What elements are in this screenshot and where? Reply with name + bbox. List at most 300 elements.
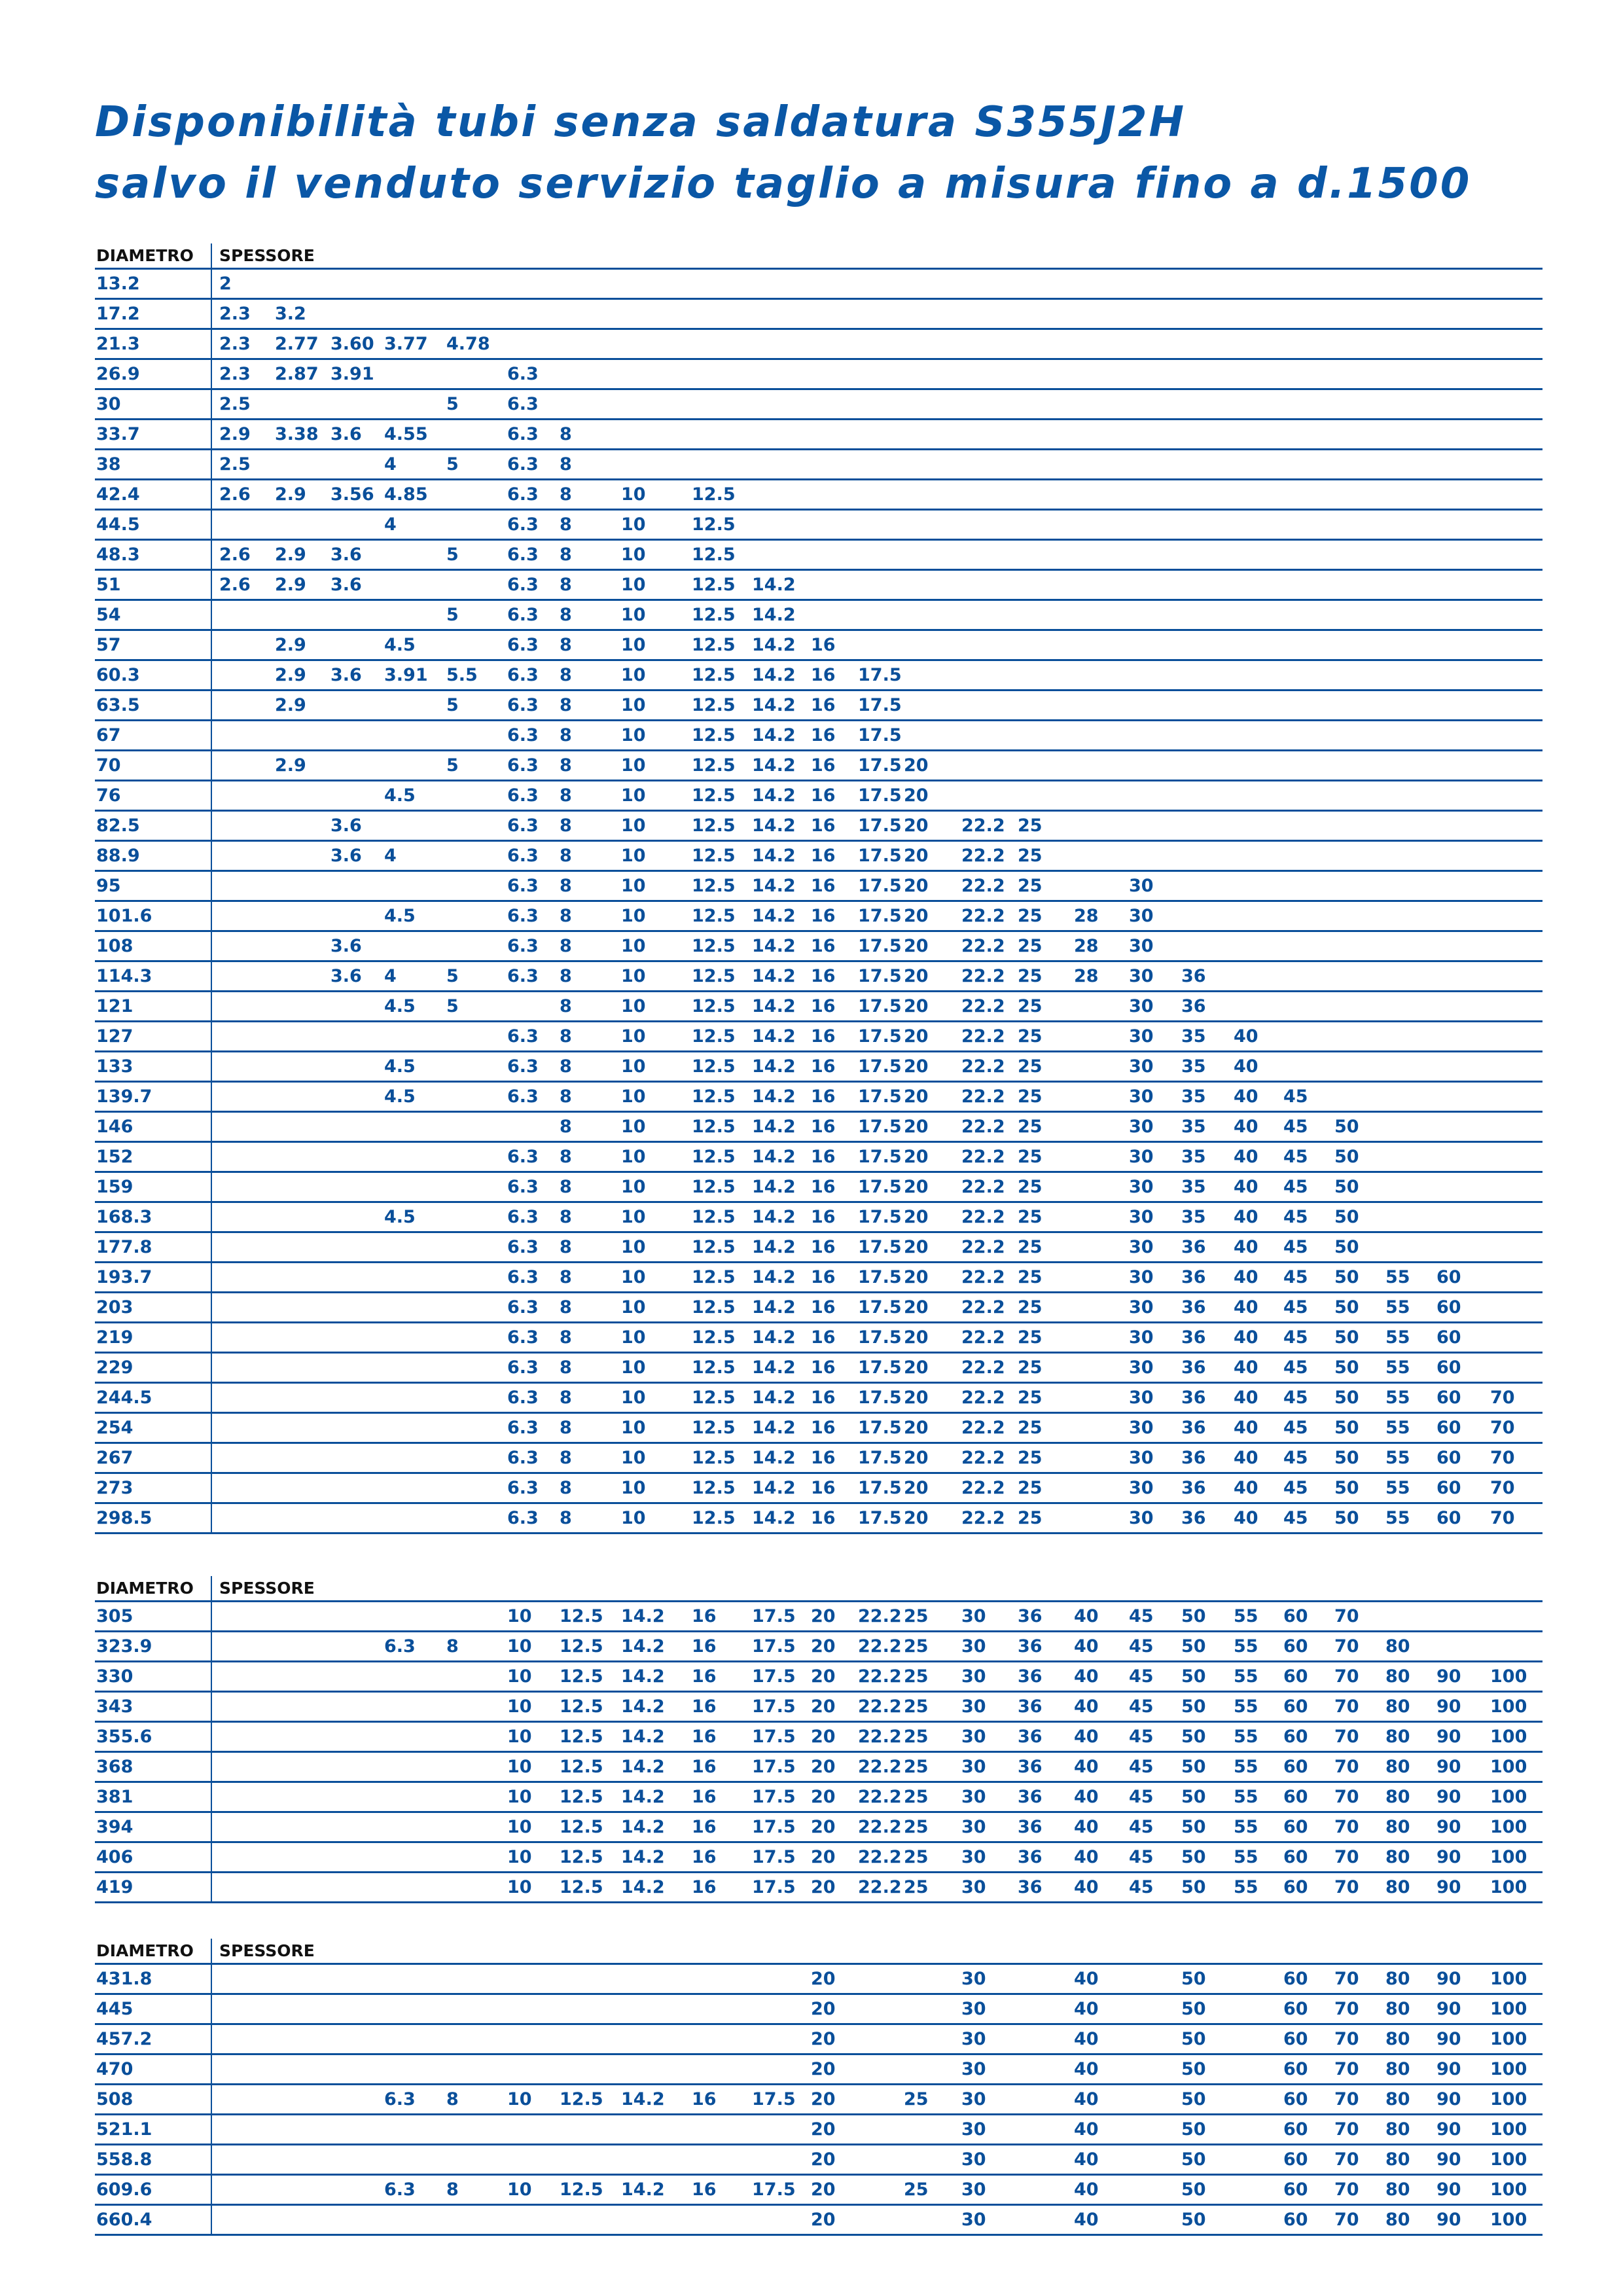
thickness-value: 14.2 [752,906,796,926]
thickness-value: 45 [1283,1327,1308,1348]
thickness-value: 36 [1181,1448,1206,1468]
thickness-value: 17.5 [752,1606,796,1626]
thickness-value: 36 [1018,1696,1043,1717]
diameter-value: 33.7 [96,424,140,444]
thickness-value: 6.3 [507,966,539,986]
thickness-value: 4.5 [384,785,416,806]
thickness-value: 28 [1074,906,1099,926]
thickness-value: 10 [621,1448,646,1468]
thickness-value: 14.2 [752,785,796,806]
thickness-value: 80 [1385,1877,1410,1897]
thickness-value: 17.5 [858,1418,902,1438]
thickness-value: 16 [811,695,836,715]
thickness-value: 6.3 [507,755,539,776]
thickness-value: 10 [621,1237,646,1257]
thickness-value: 16 [811,1056,836,1077]
diameter-value: 13.2 [96,274,140,294]
thickness-value: 50 [1181,1969,1206,1989]
thickness-value: 35 [1181,1207,1206,1227]
thickness-value: 10 [621,1117,646,1137]
thickness-value: 50 [1181,1847,1206,1867]
thickness-value: 17.5 [858,1056,902,1077]
thickness-value: 25 [904,2089,929,2109]
thickness-value: 17.5 [858,846,902,866]
thickness-value: 50 [1334,1117,1359,1137]
thickness-value: 16 [811,1147,836,1167]
thickness-value: 5 [446,695,459,715]
thickness-value: 6.3 [507,1388,539,1408]
thickness-value: 12.5 [560,1636,603,1657]
thickness-value: 45 [1129,1636,1154,1657]
table-row [95,1693,1543,1723]
thickness-value: 17.5 [858,755,902,776]
thickness-value: 2.9 [275,545,306,565]
thickness-value: 8 [560,1478,572,1498]
thickness-value: 12.5 [692,725,736,745]
thickness-value: 45 [1129,1696,1154,1717]
thickness-value: 60 [1283,1757,1308,1777]
thickness-value: 22.2 [961,1418,1005,1438]
thickness-value: 60 [1436,1478,1461,1498]
thickness-value: 4.5 [384,1056,416,1077]
thickness-value: 22.2 [961,846,1005,866]
thickness-value: 17.5 [858,1237,902,1257]
thickness-value: 20 [811,2089,836,2109]
thickness-value: 3.6 [330,936,362,956]
thickness-value: 22.2 [961,1207,1005,1227]
thickness-value: 6.3 [507,364,539,384]
thickness-value: 12.5 [692,1448,736,1468]
table-row [95,2085,1543,2115]
thickness-value: 36 [1018,1787,1043,1807]
thickness-value: 8 [560,1327,572,1348]
thickness-value: 6.3 [507,876,539,896]
thickness-value: 25 [904,1847,929,1867]
thickness-value: 30 [961,1787,986,1807]
thickness-value: 20 [811,1787,836,1807]
thickness-value: 6.3 [507,1086,539,1107]
thickness-value: 10 [507,1727,532,1747]
thickness-value: 2.9 [275,575,306,595]
diameter-value: 305 [96,1606,134,1626]
thickness-value: 12.5 [560,2089,603,2109]
thickness-value: 14.2 [752,695,796,715]
diameter-value: 193.7 [96,1267,152,1287]
thickness-value: 8 [560,514,572,535]
thickness-value: 4.55 [384,424,428,444]
thickness-value: 30 [1129,966,1154,986]
table-row [95,1813,1543,1843]
thickness-value: 30 [1129,1448,1154,1468]
thickness-value: 3.60 [330,334,374,354]
thickness-value: 16 [692,1847,717,1867]
thickness-value: 22.2 [961,936,1005,956]
thickness-value: 4 [384,846,397,866]
thickness-value: 40 [1074,2089,1099,2109]
thickness-value: 36 [1181,1508,1206,1528]
thickness-value: 4 [384,454,397,475]
thickness-value: 16 [811,1237,836,1257]
diameter-value: 60.3 [96,665,140,685]
thickness-value: 16 [811,1327,836,1348]
thickness-value: 45 [1129,1787,1154,1807]
thickness-value: 25 [904,1636,929,1657]
thickness-value: 50 [1334,1448,1359,1468]
thickness-value: 55 [1234,1757,1258,1777]
thickness-value: 17.5 [858,725,902,745]
thickness-value: 40 [1234,1448,1258,1468]
thickness-value: 80 [1385,2029,1410,2049]
thickness-value: 90 [1436,1757,1461,1777]
thickness-value: 25 [1018,1267,1043,1287]
thickness-value: 22.2 [858,1877,902,1897]
diameter-value: 152 [96,1147,134,1167]
thickness-value: 60 [1436,1508,1461,1528]
thickness-value: 14.2 [621,2089,665,2109]
thickness-value: 20 [811,1636,836,1657]
thickness-value: 3.6 [330,545,362,565]
thickness-value: 16 [692,1696,717,1717]
thickness-value: 40 [1074,1727,1099,1747]
thickness-value: 10 [507,2179,532,2200]
page-title [95,92,1561,215]
thickness-value: 40 [1074,2119,1099,2140]
header-diametro: DIAMETRO [96,246,194,265]
thickness-value: 5 [446,394,459,414]
thickness-value: 20 [904,846,929,866]
thickness-value: 22.2 [961,1478,1005,1498]
thickness-value: 36 [1018,1817,1043,1837]
column-divider [211,1576,212,1903]
thickness-value: 40 [1074,1757,1099,1777]
thickness-value: 35 [1181,1117,1206,1137]
thickness-value: 70 [1334,1787,1359,1807]
thickness-value: 36 [1181,1327,1206,1348]
thickness-value: 40 [1234,1056,1258,1077]
table-row [95,1022,1543,1052]
diameter-value: 508 [96,2089,134,2109]
thickness-value: 22.2 [961,1147,1005,1167]
thickness-value: 10 [507,1757,532,1777]
thickness-value: 35 [1181,1086,1206,1107]
thickness-value: 70 [1334,1877,1359,1897]
thickness-value: 6.3 [507,1177,539,1197]
thickness-value: 36 [1018,1727,1043,1747]
table-row [95,360,1543,390]
thickness-value: 12.5 [692,1117,736,1137]
thickness-value: 12.5 [692,665,736,685]
thickness-value: 30 [1129,1117,1154,1137]
thickness-value: 14.2 [621,1817,665,1837]
thickness-value: 14.2 [752,966,796,986]
thickness-value: 45 [1129,1847,1154,1867]
table-row [95,631,1543,661]
header-spessore: SPESSORE [219,1579,315,1598]
thickness-value: 16 [692,1877,717,1897]
thickness-value: 70 [1490,1508,1515,1528]
thickness-value: 90 [1436,1817,1461,1837]
thickness-value: 8 [560,1388,572,1408]
thickness-value: 50 [1181,1877,1206,1897]
thickness-value: 3.56 [330,484,374,505]
thickness-value: 45 [1129,1877,1154,1897]
thickness-value: 100 [1490,1847,1527,1867]
thickness-value: 17.5 [858,695,902,715]
thickness-value: 20 [904,996,929,1016]
thickness-value: 8 [560,1026,572,1047]
column-divider [211,1939,212,2236]
thickness-value: 14.2 [752,1327,796,1348]
thickness-value: 14.2 [752,605,796,625]
thickness-value: 2.3 [219,334,251,354]
thickness-value: 17.5 [752,1877,796,1897]
thickness-value: 80 [1385,1999,1410,2019]
thickness-value: 16 [811,635,836,655]
diameter-value: 48.3 [96,545,140,565]
thickness-value: 6.3 [507,1026,539,1047]
thickness-value: 6.3 [507,906,539,926]
thickness-value: 25 [1018,1026,1043,1047]
diameter-value: 394 [96,1817,134,1837]
thickness-value: 55 [1234,1696,1258,1717]
thickness-value: 14.2 [621,1606,665,1626]
thickness-value: 2.6 [219,545,251,565]
table-row [95,1113,1543,1143]
thickness-value: 6.3 [507,1418,539,1438]
thickness-value: 16 [811,1478,836,1498]
thickness-value: 80 [1385,1696,1410,1717]
thickness-value: 20 [904,1026,929,1047]
table-row [95,511,1543,541]
thickness-value: 50 [1181,1666,1206,1687]
thickness-value: 10 [621,1478,646,1498]
thickness-value: 22.2 [858,1727,902,1747]
thickness-value: 25 [1018,1508,1043,1528]
thickness-value: 55 [1385,1327,1410,1348]
title-line-1: Disponibilità tubi senza saldatura S355J2H [95,98,1186,147]
thickness-value: 16 [692,1817,717,1837]
thickness-value: 12.5 [692,1297,736,1318]
thickness-value: 10 [621,514,646,535]
thickness-value: 40 [1234,1297,1258,1318]
thickness-value: 90 [1436,2149,1461,2170]
thickness-value: 3.6 [330,846,362,866]
thickness-value: 60 [1283,1636,1308,1657]
thickness-value: 16 [692,1666,717,1687]
thickness-value: 16 [811,1448,836,1468]
thickness-value: 14.2 [752,1297,796,1318]
thickness-value: 100 [1490,1757,1527,1777]
thickness-value: 45 [1283,1448,1308,1468]
thickness-value: 60 [1436,1448,1461,1468]
thickness-value: 17.5 [858,1357,902,1378]
thickness-value: 8 [446,1636,459,1657]
thickness-value: 3.6 [330,816,362,836]
thickness-value: 5 [446,755,459,776]
thickness-value: 25 [1018,1207,1043,1227]
thickness-value: 22.2 [858,1696,902,1717]
table-row [95,1662,1543,1693]
thickness-value: 10 [507,1606,532,1626]
thickness-value: 20 [904,1147,929,1167]
thickness-value: 60 [1283,1787,1308,1807]
thickness-value: 25 [904,1666,929,1687]
table-row [95,1843,1543,1873]
thickness-value: 10 [621,1177,646,1197]
thickness-value: 60 [1436,1418,1461,1438]
thickness-value: 6.3 [384,1636,416,1657]
diameter-value: 139.7 [96,1086,152,1107]
thickness-value: 40 [1234,1418,1258,1438]
thickness-value: 22.2 [961,1086,1005,1107]
thickness-value: 12.5 [692,1357,736,1378]
thickness-value: 50 [1334,1177,1359,1197]
thickness-value: 5 [446,966,459,986]
thickness-value: 17.5 [752,2179,796,2200]
thickness-value: 14.2 [752,936,796,956]
thickness-value: 10 [621,1086,646,1107]
thickness-value: 70 [1334,2179,1359,2200]
thickness-value: 50 [1181,2210,1206,2230]
thickness-value: 10 [621,1357,646,1378]
thickness-value: 55 [1234,1787,1258,1807]
thickness-value: 30 [1129,906,1154,926]
thickness-value: 6.3 [507,605,539,625]
table-row [95,571,1543,601]
thickness-value: 60 [1283,1696,1308,1717]
table-row [95,1384,1543,1414]
table-row [95,601,1543,631]
table-row [95,2055,1543,2085]
thickness-value: 45 [1129,1727,1154,1747]
thickness-value: 100 [1490,1696,1527,1717]
thickness-value: 8 [560,1508,572,1528]
thickness-value: 14.2 [752,1086,796,1107]
column-divider [211,243,212,1534]
thickness-value: 20 [904,1357,929,1378]
table-row [95,1203,1543,1233]
thickness-value: 40 [1234,1086,1258,1107]
thickness-value: 30 [961,2149,986,2170]
thickness-value: 40 [1074,1787,1099,1807]
thickness-value: 25 [1018,966,1043,986]
thickness-value: 45 [1283,1478,1308,1498]
table-row [95,661,1543,691]
thickness-value: 60 [1283,1817,1308,1837]
table-row [95,1414,1543,1444]
thickness-value: 55 [1385,1357,1410,1378]
thickness-value: 6.3 [507,1267,539,1287]
table-row [95,1233,1543,1263]
thickness-value: 6.3 [507,394,539,414]
thickness-value: 10 [507,1696,532,1717]
thickness-value: 20 [904,1086,929,1107]
thickness-value: 55 [1234,1877,1258,1897]
thickness-value: 8 [560,454,572,475]
thickness-value: 22.2 [961,1448,1005,1468]
thickness-value: 8 [560,725,572,745]
thickness-value: 2.77 [275,334,319,354]
diameter-value: 108 [96,936,134,956]
thickness-value: 10 [621,1418,646,1438]
thickness-value: 90 [1436,1666,1461,1687]
thickness-value: 80 [1385,1727,1410,1747]
thickness-value: 8 [560,1177,572,1197]
diameter-value: 660.4 [96,2210,152,2230]
thickness-value: 4.85 [384,484,428,505]
thickness-value: 100 [1490,2059,1527,2079]
thickness-value: 10 [621,665,646,685]
thickness-value: 36 [1181,1267,1206,1287]
diameter-value: 203 [96,1297,134,1318]
thickness-value: 90 [1436,2029,1461,2049]
thickness-value: 50 [1181,1727,1206,1747]
thickness-value: 60 [1283,1969,1308,1989]
thickness-value: 2.9 [275,665,306,685]
thickness-value: 8 [560,1448,572,1468]
thickness-value: 50 [1181,1999,1206,2019]
thickness-value: 12.5 [692,1207,736,1227]
header-spessore: SPESSORE [219,1941,315,1960]
diameter-value: 54 [96,605,121,625]
thickness-value: 36 [1181,1418,1206,1438]
thickness-value: 20 [811,1877,836,1897]
thickness-value: 17.5 [858,1177,902,1197]
thickness-value: 90 [1436,1847,1461,1867]
thickness-value: 25 [1018,906,1043,926]
thickness-value: 25 [904,1606,929,1626]
thickness-value: 30 [1129,1388,1154,1408]
diameter-value: 121 [96,996,134,1016]
table-row [95,1354,1543,1384]
thickness-value: 45 [1283,1388,1308,1408]
thickness-value: 14.2 [752,1508,796,1528]
thickness-value: 22.2 [961,1056,1005,1077]
thickness-value: 40 [1234,1267,1258,1287]
thickness-value: 20 [811,1666,836,1687]
thickness-value: 20 [811,2029,836,2049]
thickness-value: 12.5 [692,966,736,986]
thickness-value: 25 [1018,816,1043,836]
thickness-value: 60 [1436,1388,1461,1408]
thickness-value: 16 [811,1508,836,1528]
thickness-value: 90 [1436,2089,1461,2109]
thickness-value: 12.5 [692,1418,736,1438]
thickness-value: 20 [904,1207,929,1227]
table-row [95,270,1543,300]
thickness-value: 10 [507,1636,532,1657]
thickness-value: 6.3 [507,514,539,535]
thickness-value: 5 [446,545,459,565]
thickness-value: 40 [1074,2059,1099,2079]
thickness-value: 20 [811,1757,836,1777]
thickness-value: 16 [811,996,836,1016]
diameter-value: 42.4 [96,484,140,505]
thickness-value: 25 [904,1727,929,1747]
thickness-value: 40 [1234,1026,1258,1047]
thickness-value: 8 [560,545,572,565]
thickness-value: 80 [1385,2059,1410,2079]
thickness-value: 30 [1129,876,1154,896]
pipe-table-2 [95,1576,1543,1903]
thickness-value: 40 [1074,1847,1099,1867]
thickness-value: 17.5 [858,876,902,896]
thickness-value: 12.5 [560,2179,603,2200]
thickness-value: 90 [1436,1999,1461,2019]
thickness-value: 50 [1181,1696,1206,1717]
thickness-value: 12.5 [692,484,736,505]
diameter-value: 17.2 [96,304,140,324]
